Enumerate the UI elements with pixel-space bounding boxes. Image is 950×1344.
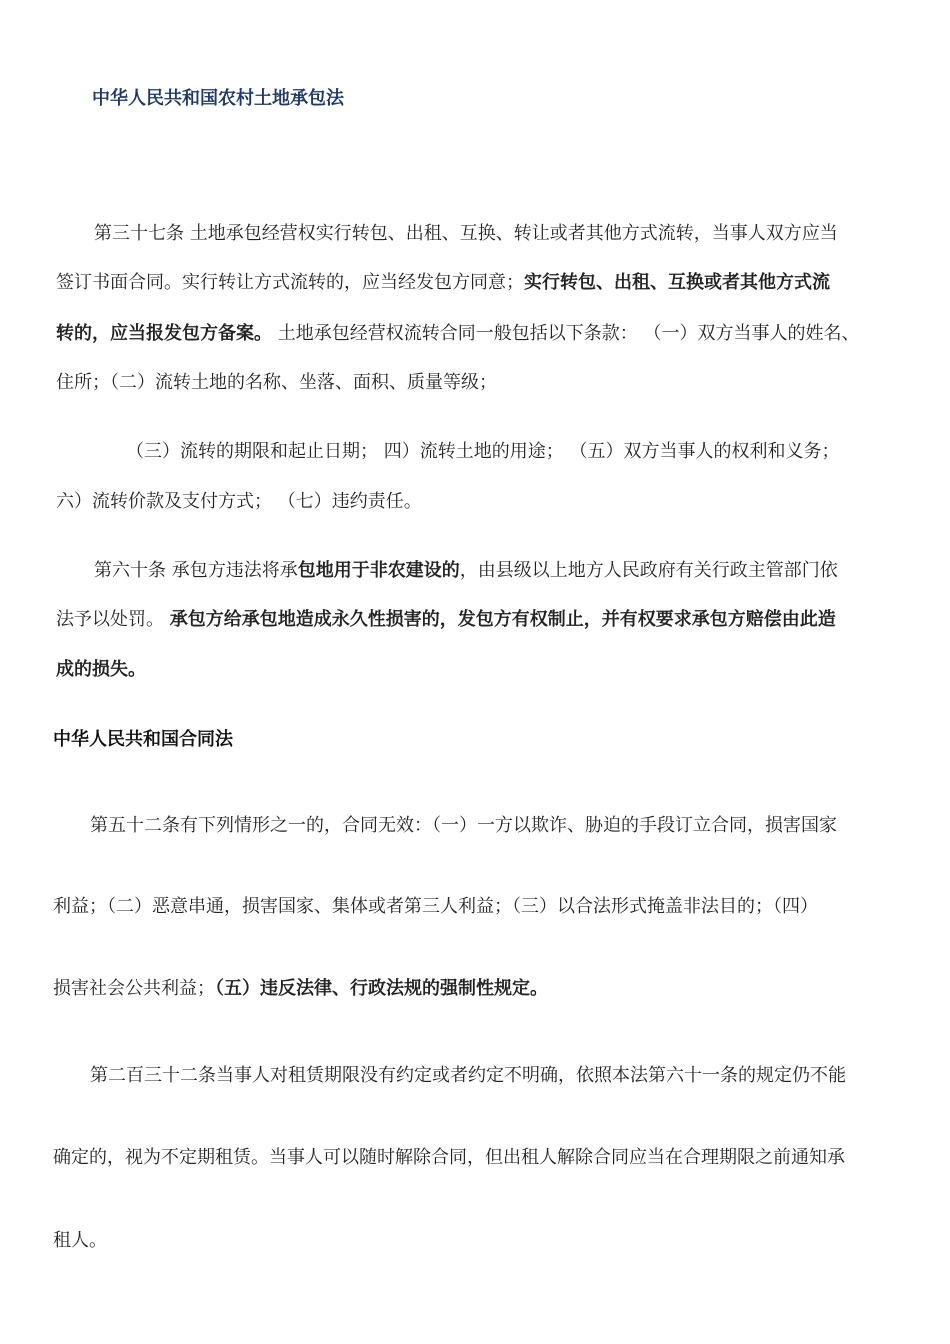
article-60-line-1-bold: 包地用于非农建设的 bbox=[297, 560, 460, 581]
article-232-line-3: 租人。 bbox=[53, 1230, 107, 1251]
article-37-line-5: （三）流转的期限和起止日期； 四）流转土地的用途； （五）双方当事人的权利和义务； bbox=[126, 441, 840, 462]
article-52-line-3-normal: 损害社会公共利益； bbox=[53, 978, 215, 999]
article-60-line-2 bbox=[56, 605, 836, 631]
article-60-line-1-normal-b: ，由县级以上地方人民政府有关行政主管部门依 bbox=[459, 560, 838, 581]
article-37-line-2 bbox=[56, 268, 830, 294]
document-title: 中华人民共和国农村土地承包法 bbox=[92, 88, 344, 109]
article-37-line-2-normal: 签订书面合同。实行转让方式流转的，应当经发包方同意； bbox=[56, 272, 524, 293]
article-52-line-1: 第五十二条有下列情形之一的，合同无效：（一）一方以欺诈、胁迫的手段订立合同，损害国家 bbox=[90, 815, 837, 836]
article-60-line-2-normal: 法予以处罚。 bbox=[56, 609, 170, 630]
article-232-line-2: 确定的，视为不定期租赁。当事人可以随时解除合同，但出租人解除合同应当在合理期限之前通知承 bbox=[53, 1147, 845, 1168]
article-37-line-1: 第三十七条 土地承包经营权实行转包、出租、互换、转让或者其他方式流转，当事人双方应当 bbox=[94, 223, 838, 244]
article-60-line-3: 成的损失。 bbox=[56, 659, 146, 680]
article-37-line-4: 住所；（二）流转土地的名称、坐落、面积、质量等级； bbox=[56, 372, 497, 393]
article-37-line-2-bold: 实行转包、出租、互换或者其他方式流 bbox=[524, 272, 830, 293]
article-60-line-1-normal-a: 第六十条 承包方违法将承 bbox=[94, 560, 298, 581]
article-232-line-1: 第二百三十二条当事人对租赁期限没有约定或者约定不明确，依照本法第六十一条的规定仍不能 bbox=[90, 1065, 846, 1086]
article-37-line-3 bbox=[56, 319, 859, 345]
article-37-line-6: 六）流转价款及支付方式； （七）违约责任。 bbox=[56, 491, 422, 512]
article-60-line-2-bold: 承包方给承包地造成永久性损害的，发包方有权制止，并有权要求承包方赔偿由此造 bbox=[169, 609, 836, 630]
article-37-line-3-bold: 转的，应当报发包方备案。 bbox=[56, 323, 272, 344]
article-52-line-2: 利益；（二）恶意串通，损害国家、集体或者第三人利益；（三）以合法形式掩盖非法目的；（四） bbox=[53, 896, 818, 917]
section-heading-contract-law: 中华人民共和国合同法 bbox=[53, 729, 233, 750]
article-52-line-3-bold: （五）违反法律、行政法规的强制性规定。 bbox=[215, 978, 548, 999]
article-52-line-3 bbox=[53, 974, 548, 1000]
article-37-line-3-normal: 土地承包经营权流转合同一般包括以下条款： （一）双方当事人的姓名、 bbox=[272, 323, 860, 344]
article-60-line-1 bbox=[94, 556, 838, 582]
